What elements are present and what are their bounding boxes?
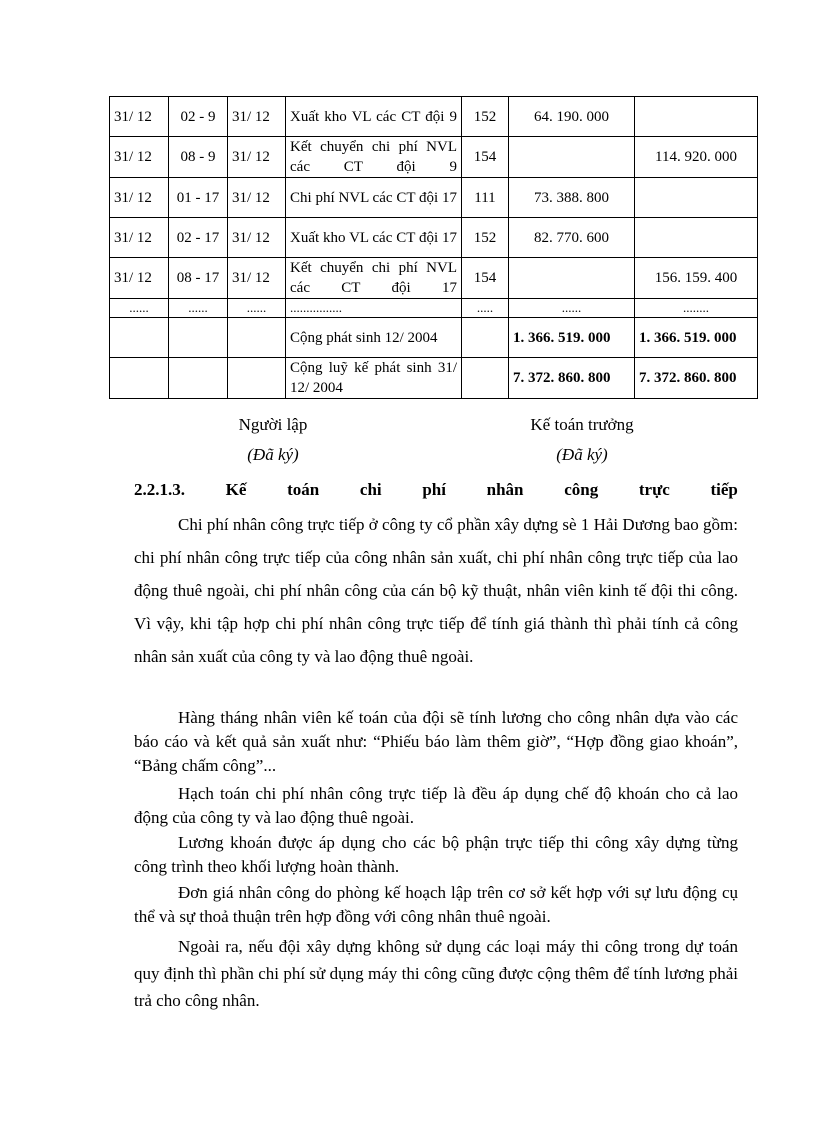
heading-word: Kế: [225, 480, 247, 499]
ellipsis-cell: ......: [228, 299, 286, 318]
total-cumulative-row: [110, 358, 758, 399]
credit-cell: [635, 97, 758, 137]
account-cell: 152: [462, 97, 509, 137]
chief-accountant-signature: [482, 415, 682, 465]
voucher-date-cell: 31/ 12: [228, 178, 286, 218]
paragraph: Hạch toán chi phí nhân công trực tiếp là đều áp dụng chế độ khoán cho cả lao động của công ty và lao động thuê ngoài.: [134, 784, 738, 827]
doc-date-cell: 31/ 12: [110, 137, 169, 178]
ledger-table: [109, 96, 758, 399]
empty-cell: [228, 358, 286, 399]
debit-cell: [509, 137, 635, 178]
paragraph: Lương khoán được áp dụng cho các bộ phận trực tiếp thi công xây dựng từng công trình theo khối lượng hoàn thành.: [134, 833, 738, 876]
credit-cell: [635, 178, 758, 218]
ellipsis-cell: ......: [110, 299, 169, 318]
heading-word: trực: [638, 480, 670, 499]
paragraph: Ngoài ra, nếu đội xây dựng không sử dụng các loại máy thi công trong dự toán quy định thì phần chi phí sử dụng máy thi công cũng được cộng thêm để tính lương phải trả cho công nhân.: [134, 937, 738, 1010]
total-month-credit: 1. 366. 519. 000: [635, 318, 758, 358]
ellipsis-cell: .....: [462, 299, 509, 318]
heading-word: tiếp: [710, 480, 738, 499]
ellipsis-cell: ......: [509, 299, 635, 318]
table-row: [110, 97, 758, 137]
preparer-signed-note: (Đã ký): [247, 445, 299, 464]
empty-cell: [110, 318, 169, 358]
total-cumulative-debit: 7. 372. 860. 800: [509, 358, 635, 399]
account-cell: 154: [462, 258, 509, 299]
total-cumulative-credit: 7. 372. 860. 800: [635, 358, 758, 399]
description-cell: Chi phí NVL các CT đội 17: [286, 178, 462, 218]
empty-cell: [169, 318, 228, 358]
debit-cell: 73. 388. 800: [509, 178, 635, 218]
table-row: [110, 137, 758, 178]
preparer-signature: [173, 415, 373, 465]
paragraph: Hàng tháng nhân viên kế toán của đội sẽ tính lương cho công nhân dựa vào các báo cáo và kết quả sản xuất như: “Phiếu báo làm thêm giờ”, “Hợp đồng giao khoán”, “Bảng chấm công”...: [134, 708, 738, 775]
voucher-number-cell: 01 - 17: [169, 178, 228, 218]
heading-word: công: [564, 480, 599, 499]
total-month-row: [110, 318, 758, 358]
credit-cell: 114. 920. 000: [635, 137, 758, 178]
ellipsis-cell: ......: [169, 299, 228, 318]
voucher-date-cell: 31/ 12: [228, 97, 286, 137]
table-row: [110, 178, 758, 218]
voucher-date-cell: 31/ 12: [228, 218, 286, 258]
empty-cell: [110, 358, 169, 399]
empty-cell: [228, 318, 286, 358]
description-cell: Xuất kho VL các CT đội 9: [286, 97, 462, 137]
ellipsis-row: [110, 299, 758, 318]
heading-word: 2.2.1.3.: [134, 480, 185, 499]
table-row: [110, 218, 758, 258]
credit-cell: [635, 218, 758, 258]
description-cell: Kết chuyển chi phí NVL các CT đội 17: [286, 258, 462, 299]
account-cell: 154: [462, 137, 509, 178]
empty-cell: [169, 358, 228, 399]
chief-accountant-title: Kế toán trưởng: [530, 415, 634, 434]
ellipsis-cell: ................: [286, 299, 462, 318]
debit-cell: 82. 770. 600: [509, 218, 635, 258]
heading-word: toán: [287, 480, 320, 499]
table-row: [110, 258, 758, 299]
voucher-number-cell: 08 - 17: [169, 258, 228, 299]
empty-cell: [462, 358, 509, 399]
doc-date-cell: 31/ 12: [110, 97, 169, 137]
voucher-number-cell: 02 - 9: [169, 97, 228, 137]
total-month-label: Cộng phát sinh 12/ 2004: [286, 318, 462, 358]
account-cell: 152: [462, 218, 509, 258]
debit-cell: 64. 190. 000: [509, 97, 635, 137]
section-heading: [134, 480, 738, 500]
voucher-date-cell: 31/ 12: [228, 137, 286, 178]
heading-word: nhân: [486, 480, 524, 499]
voucher-date-cell: 31/ 12: [228, 258, 286, 299]
chief-accountant-signed-note: (Đã ký): [556, 445, 608, 464]
account-cell: 111: [462, 178, 509, 218]
debit-cell: [509, 258, 635, 299]
ellipsis-cell: ........: [635, 299, 758, 318]
total-cumulative-label: Cộng luỹ kế phát sinh 31/ 12/ 2004: [286, 358, 462, 399]
description-cell: Xuất kho VL các CT đội 17: [286, 218, 462, 258]
heading-word: phí: [422, 480, 446, 499]
voucher-number-cell: 02 - 17: [169, 218, 228, 258]
doc-date-cell: 31/ 12: [110, 258, 169, 299]
credit-cell: 156. 159. 400: [635, 258, 758, 299]
doc-date-cell: 31/ 12: [110, 178, 169, 218]
preparer-title: Người lập: [238, 415, 308, 434]
doc-date-cell: 31/ 12: [110, 218, 169, 258]
paragraph: Chi phí nhân công trực tiếp ở công ty cổ phần xây dựng sè 1 Hải Dương bao gồm: chi phí nhân công trực tiếp của công nhân sản xuất, chi phí nhân công trực tiếp của lao động thuê ngoài, chi phí nhân công của cán bộ kỹ thuật, nhân viên kinh tế đội thi công. Vì vậy, khi tập hợp chi phí nhân công trực tiếp để tính giá thành thì phải tính cả công nhân sản xuất của công ty và lao động thuê ngoài.: [134, 515, 738, 666]
paragraph: Đơn giá nhân công do phòng kế hoạch lập trên cơ sở kết hợp với sự lưu động cụ thể và sự thoả thuận trên hợp đồng với công nhân thuê ngoài.: [134, 883, 738, 926]
voucher-number-cell: 08 - 9: [169, 137, 228, 178]
total-month-debit: 1. 366. 519. 000: [509, 318, 635, 358]
description-cell: Kết chuyển chi phí NVL các CT đội 9: [286, 137, 462, 178]
heading-word: chi: [359, 480, 382, 499]
empty-cell: [462, 318, 509, 358]
